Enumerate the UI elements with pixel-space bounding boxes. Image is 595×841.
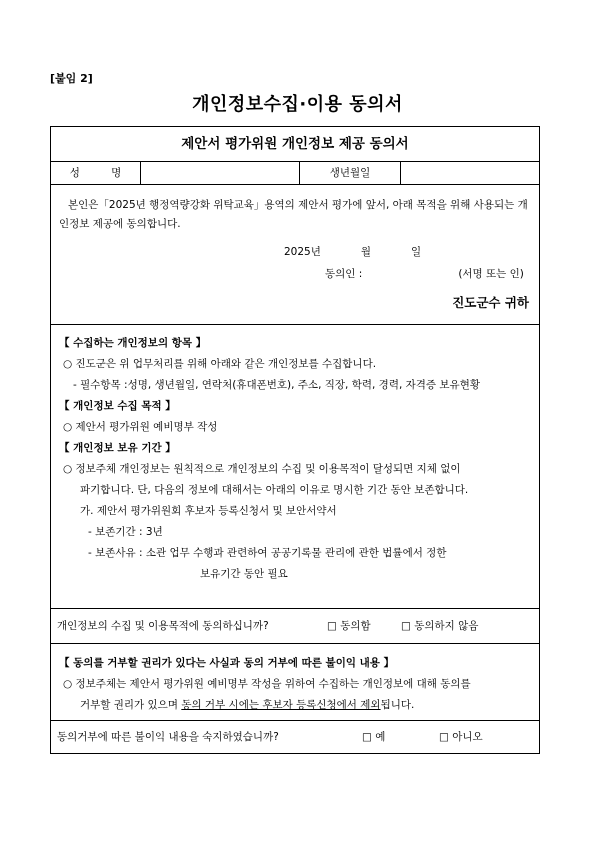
items-section-head: 【 수집하는 개인정보의 항목 】: [59, 337, 207, 349]
refusal-line: ○ 정보주체는 제안서 평가위원 예비명부 작성을 위하여 수집하는 개인정보에 대해 동의를: [63, 678, 471, 690]
info-sections-box: [50, 324, 540, 609]
birth-field[interactable]: [401, 162, 539, 184]
acknowledge-question: 동의거부에 따른 불이익 내용을 숙지하였습니까?: [57, 731, 279, 743]
page-title: 개인정보수집·이용 동의서: [192, 94, 403, 115]
refusal-underlined-text: 동의 거부 시에는 후보자 등록신청에서 제외: [181, 699, 381, 711]
recipient: 진도군수 귀하: [452, 295, 529, 310]
refusal-line: [57, 695, 533, 716]
consent-question-box: [50, 608, 540, 644]
purpose-section-head: 【 개인정보 수집 목적 】: [59, 400, 176, 412]
refusal-box: [50, 643, 540, 721]
retention-section-head: 【 개인정보 보유 기간 】: [59, 442, 176, 454]
retention-line: 파기합니다. 단, 다음의 정보에 대해서는 아래의 이유로 명시한 기간 동안 보존합니다.: [80, 484, 469, 496]
date-line: [284, 244, 461, 259]
purpose-line: ○ 제안서 평가위원 예비명부 작성: [63, 421, 218, 433]
refusal-text: 거부할 권리가 있으며: [80, 699, 182, 711]
sign-note: (서명 또는 인): [458, 268, 524, 280]
consent-text: 본인은「2025년 행정역량강화 위탁교육」용역의 제안서 평가에 앞서, 아래 목적을 위해 사용되는 개인정보 제공에 동의합니다.: [59, 199, 528, 230]
acknowledge-question-box: [50, 720, 540, 754]
date-day: 일: [411, 246, 422, 258]
agree-label: 동의인 :: [325, 268, 363, 280]
date-year: 2025년: [284, 246, 321, 258]
retention-line: - 보존기간 : 3년: [88, 526, 163, 538]
no-checkbox[interactable]: □ 아니오: [439, 731, 483, 743]
yes-checkbox[interactable]: □ 예: [362, 731, 386, 743]
agree-checkbox[interactable]: □ 동의함: [327, 620, 371, 632]
consent-form-box: [50, 126, 540, 325]
refusal-text-end: 됩니다.: [380, 699, 415, 711]
attachment-label: [붙임 2]: [50, 72, 93, 85]
retention-line: 가. 제안서 평가위원회 후보자 등록신청서 및 보안서약서: [80, 505, 337, 517]
items-line: ○ 진도군은 위 업무처리를 위해 아래와 같은 개인정보를 수집합니다.: [63, 358, 377, 370]
info-row: [51, 162, 539, 185]
birth-label: 생년월일: [300, 162, 401, 184]
disagree-checkbox[interactable]: □ 동의하지 않음: [401, 620, 479, 632]
form-sub-title: 제안서 평가위원 개인정보 제공 동의서: [51, 127, 539, 162]
retention-line: - 보존사유 : 소관 업무 수행과 관련하여 공공기록물 관리에 관한 법률에서 정한: [88, 547, 447, 559]
retention-line: 보유기간 동안 필요: [200, 568, 288, 580]
consent-question: 개인정보의 수집 및 이용목적에 동의하십니까?: [57, 620, 269, 632]
name-label: 성 명: [51, 162, 141, 184]
name-field[interactable]: [141, 162, 300, 184]
refusal-section-head: 【 동의를 거부할 권리가 있다는 사실과 동의 거부에 따른 불이익 내용 】: [59, 657, 395, 669]
items-line: - 필수항목 :성명, 생년월일, 연락처(휴대폰번호), 주소, 직장, 학력, 경력, 자격증 보유현황: [73, 379, 480, 391]
retention-line: ○ 정보주체 개인정보는 원칙적으로 개인정보의 수집 및 이용목적이 달성되면 지체 없이: [63, 463, 461, 475]
agree-line: [325, 266, 524, 281]
date-month: 월: [360, 246, 372, 258]
